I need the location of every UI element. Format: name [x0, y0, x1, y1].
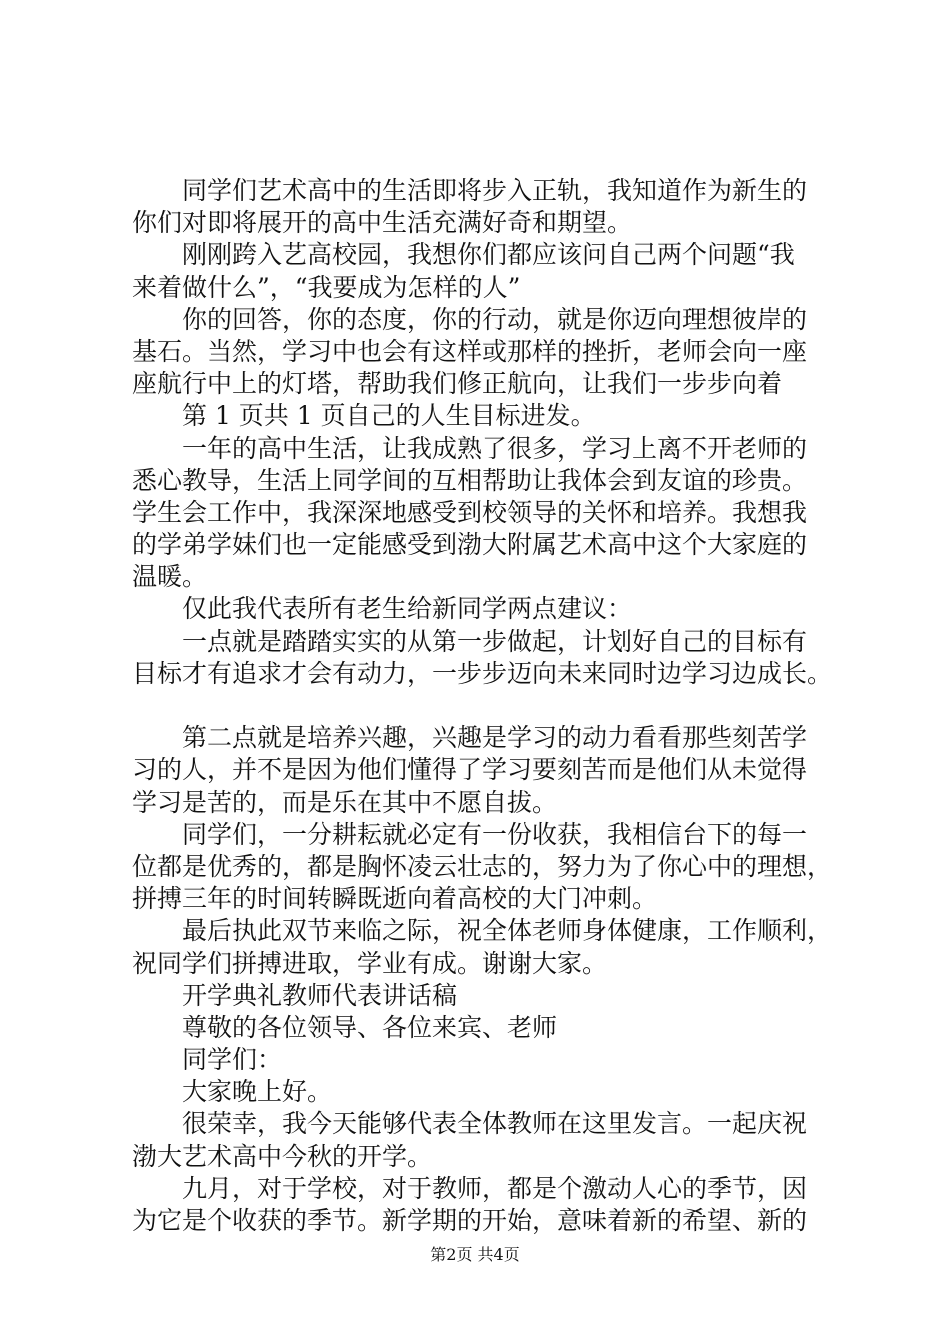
text-line: 第 1 页共 1 页自己的人生目标进发。 [182, 401, 596, 431]
text-line: 同学们，一分耕耘就必定有一份收获，我相信台下的每一 [182, 819, 808, 849]
text-line: 九月，对于学校，对于教师，都是个激动人心的季节，因 [182, 1173, 808, 1203]
text-line: 位都是优秀的，都是胸怀凌云壮志的，努力为了你心中的理想， [132, 851, 833, 881]
text-line: 同学们艺术高中的生活即将步入正轨，我知道作为新生的 [182, 176, 808, 205]
text-line: 拼搏三年的时间转瞬既逝向着高校的大门冲刺。 [132, 884, 658, 914]
text-line: 目标才有追求才会有动力，一步步迈向未来同时边学习边成长。 [132, 658, 833, 688]
blank-line [132, 690, 832, 722]
text-line: 仅此我代表所有老生给新同学两点建议： [182, 594, 633, 624]
text-line: 渤大艺术高中今秋的开学。 [132, 1141, 433, 1171]
text-line: 同学们： [182, 1045, 283, 1075]
document-body [132, 175, 832, 1237]
text-line: 一点就是踏踏实实的从第一步做起，计划好自己的目标有 [182, 626, 808, 656]
text-line: 来着做什么”，“我要成为怎样的人” [132, 272, 521, 302]
text-line: 基石。当然，学习中也会有这样或那样的挫折，老师会向一座 [132, 336, 808, 366]
text-line: 你们对即将展开的高中生活充满好奇和期望。 [132, 208, 633, 238]
text-line: 很荣幸，我今天能够代表全体教师在这里发言。一起庆祝 [182, 1109, 808, 1139]
text-line: 一年的高中生活，让我成熟了很多，学习上离不开老师的 [182, 433, 808, 463]
text-line: 第二点就是培养兴趣，兴趣是学习的动力看看那些刻苦学 [182, 723, 808, 753]
text-line: 座航行中上的灯塔，帮助我们修正航向，让我们一步步向着 [132, 369, 783, 399]
text-line: 最后执此双节来临之际，祝全体老师身体健康，工作顺利， [182, 916, 833, 946]
text-line: 习的人，并不是因为他们懂得了学习要刻苦而是他们从未觉得 [132, 755, 808, 785]
text-line: 开学典礼教师代表讲话稿 [182, 980, 458, 1010]
text-line: 你的回答，你的态度，你的行动，就是你迈向理想彼岸的 [182, 304, 808, 334]
text-line: 学习是苦的，而是乐在其中不愿自拔。 [132, 787, 558, 817]
text-line: 尊敬的各位领导、各位来宾、老师 [182, 1012, 558, 1042]
text-line: 的学弟学妹们也一定能感受到渤大附属艺术高中这个大家庭的 [132, 530, 808, 560]
page-footer: 第2页 共4页 [430, 1245, 520, 1264]
text-line: 刚刚跨入艺高校园，我想你们都应该问自己两个问题“我 [182, 240, 795, 270]
text-line: 大家晚上好。 [182, 1077, 333, 1107]
text-line: 温暖。 [132, 562, 208, 592]
text-line: 学生会工作中，我深深地感受到校领导的关怀和培养。我想我 [132, 497, 808, 527]
text-line: 祝同学们拼搏进取，学业有成。谢谢大家。 [132, 948, 608, 978]
text-line: 为它是个收获的季节。新学期的开始，意味着新的希望、新的 [132, 1206, 808, 1235]
text-line: 悉心教导，生活上同学间的互相帮助让我体会到友谊的珍贵。 [132, 465, 808, 495]
